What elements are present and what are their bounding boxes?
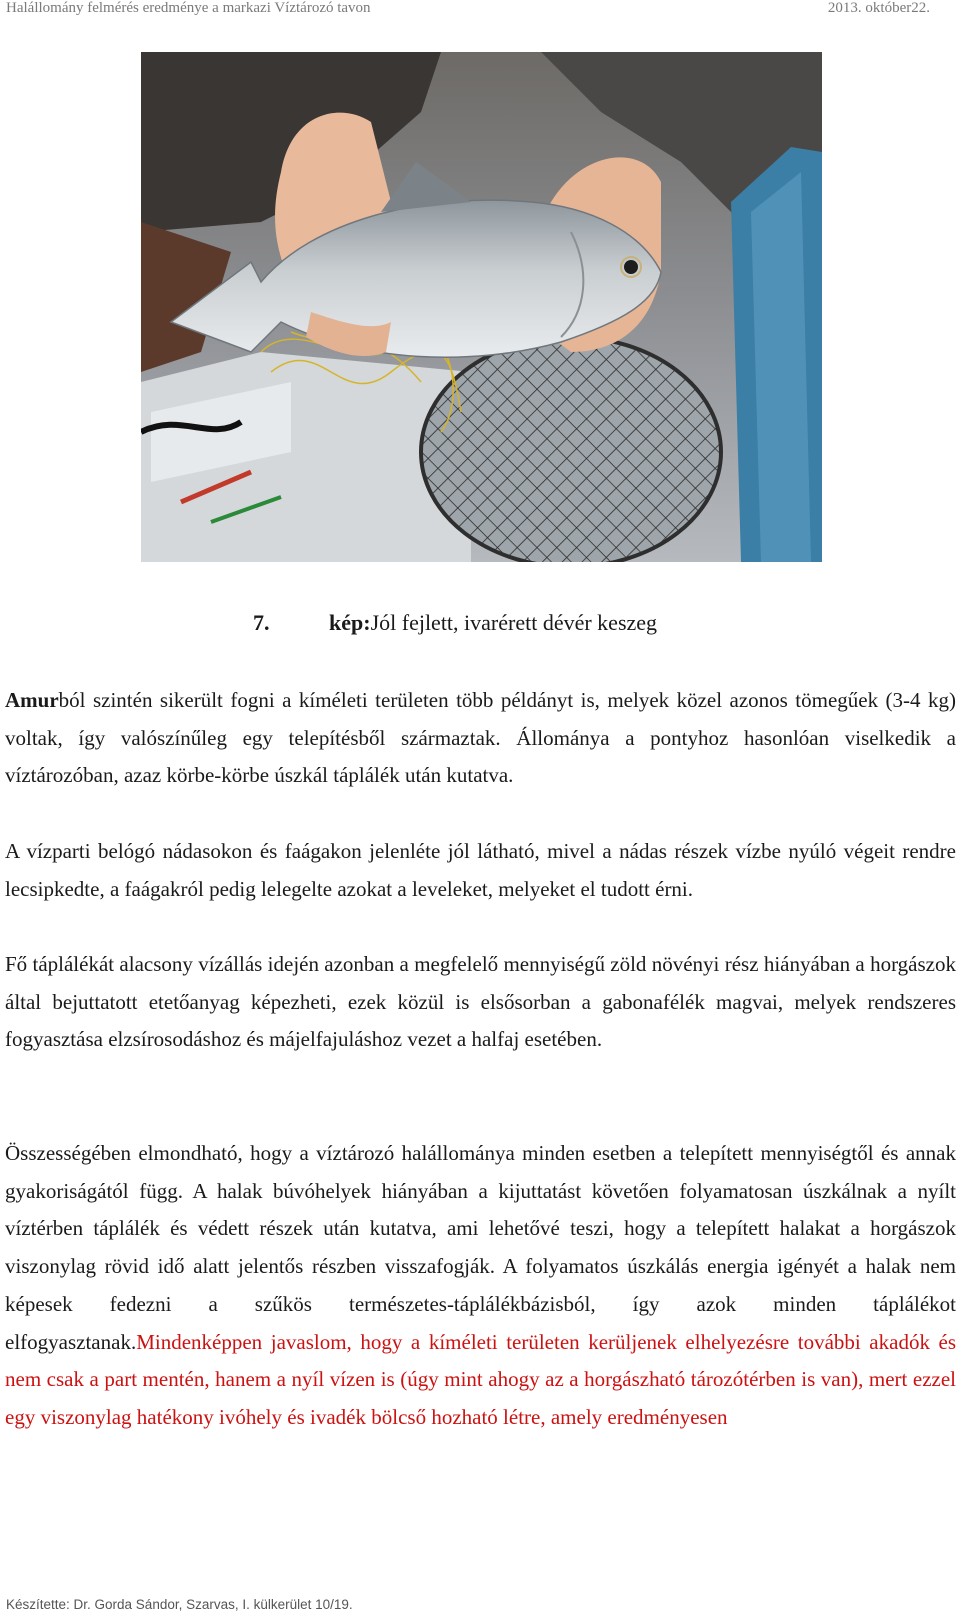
figure-label-text: Jól fejlett, ivarérett dévér keszeg — [370, 610, 658, 635]
figure-number: 7. — [253, 610, 270, 635]
paragraph-amur-bold: Amur — [5, 688, 59, 712]
fish-photo — [141, 52, 822, 562]
figure-caption — [0, 610, 960, 640]
paragraph-reed: A vízparti belógó nádasokon és faágakon jelenléte jól látható, mivel a nádas részek vízbe nyúló végeit rendre lecsipkedte, a faágakról pedig lelegelte azokat a leveleket, melyeket el tudott érni. — [5, 839, 956, 901]
paragraph-summary — [5, 1135, 956, 1437]
page-header — [0, 0, 960, 24]
figure-label-bold: kép: — [329, 610, 371, 635]
paragraph-amur-text: ból szintén sikerült fogni a kíméleti területen több példányt is, melyek közel azonos tömegűek (3-4 kg) voltak, így valószínűleg egy telepítésből származtak. Állománya a pontyhoz hasonlóan viselkedik a víztározóban, azaz körbe-körbe úszkál táplálék után kutatva. — [5, 688, 956, 788]
header-date: 2013. október22. — [827, 0, 930, 16]
paragraph-amur — [5, 682, 956, 795]
paragraph-summary-text: Összességében elmondható, hogy a víztározó halállománya minden esetben a telepített mennyiségtől és annak gyakoriságától függ. A halak búvóhelyek hiányában a kijuttatást követően folyamatosan úszkálnak a nyílt víztérben táplálék és védett részek után kutatva, ami lehetővé teszi, hogy a telepített halakat a horgászok viszonylag rövid idő alatt jelentős részben visszafogják. A folyamatos úszkálás energia igényét a halak nem képesek fedezni a szűkös természetes-táplálékbázisból, így azok minden táplálékot elfogyasztanak. — [5, 1141, 956, 1354]
page-footer: Készítette: Dr. Gorda Sándor, Szarvas, I. külkerület 10/19. — [6, 1597, 353, 1612]
header-title: Halállomány felmérés eredménye a markazi Víztározó tavon — [6, 0, 371, 16]
paragraph-food: Fő táplálékát alacsony vízállás idején azonban a megfelelő mennyiségű zöld növényi rész hiányában a horgászok által bejuttatott etetőanyag képezheti, ezek közül is elsősorban a gabonafélék magvai, melyek rendszeres fogyasztása elzsírosodáshoz és májelfajuláshoz vezet a halfaj esetében. — [5, 952, 956, 1052]
figure-label — [329, 610, 657, 636]
paragraph-recommendation: Mindenképpen javaslom, hogy a kíméleti területen kerüljenek elhelyezésre további akadók és nem csak a part mentén, hanem a nyíl vízen is (úgy mint ahogy az a horgászható tározótérben is van), mert ezzel egy viszonylag hatékony ivóhely és ivadék bölcső hozható létre, amely eredményesen — [5, 1329, 956, 1429]
